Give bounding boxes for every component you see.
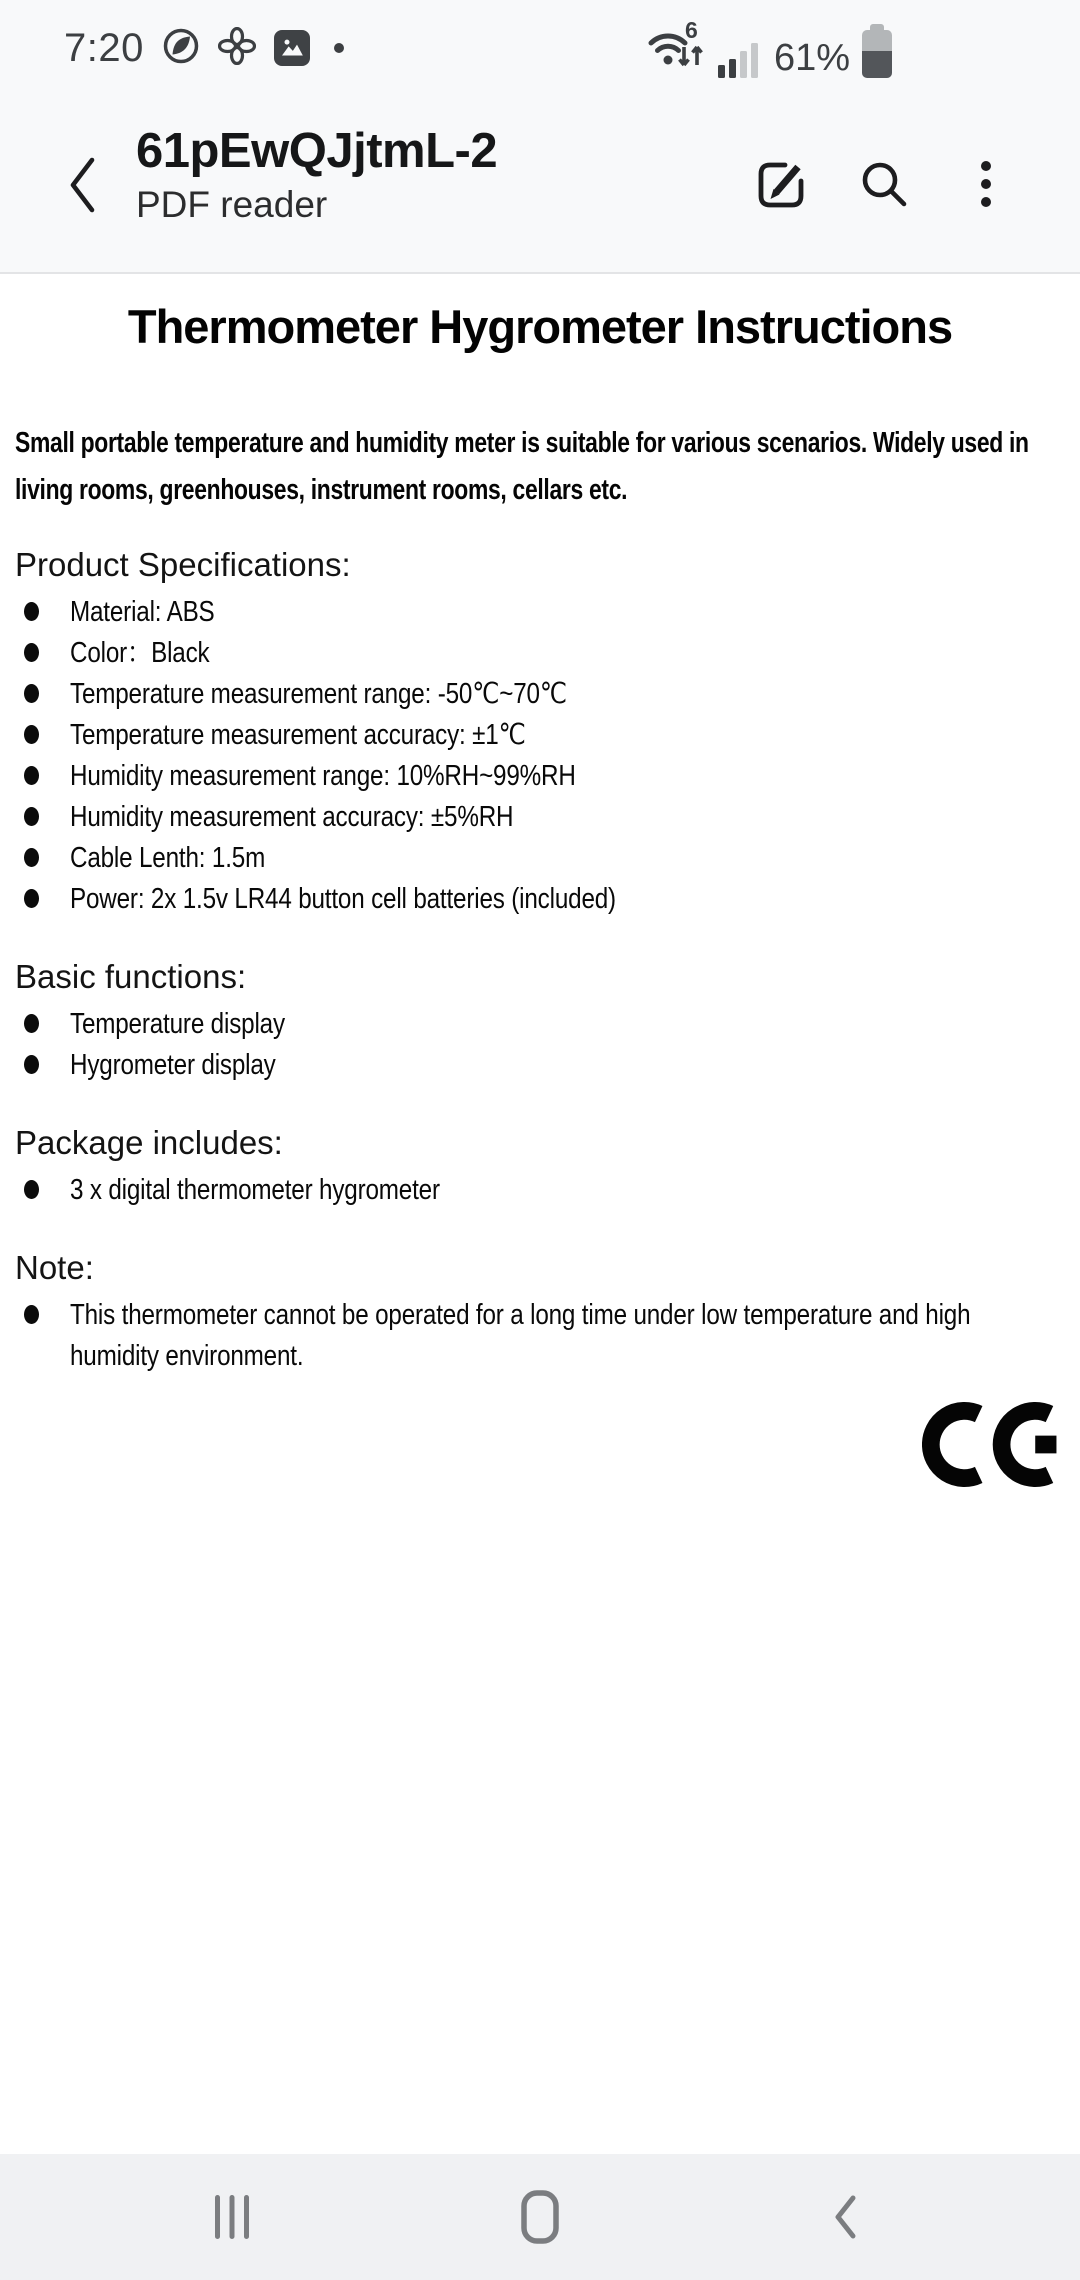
- battery-icon: [862, 24, 892, 78]
- recents-button[interactable]: [172, 2154, 292, 2280]
- spec-item: Humidity measurement range: 10%RH~99%RH: [70, 760, 576, 792]
- list-item: [0, 592, 1080, 633]
- signal-bars-icon: [718, 42, 758, 78]
- file-title: 61pEwQJjtmL-2: [136, 124, 498, 178]
- section-heading: Basic functions:: [15, 958, 247, 995]
- search-button[interactable]: [856, 156, 912, 212]
- status-right: [644, 0, 892, 96]
- package-list: [0, 1170, 1080, 1211]
- ce-mark-logo: [922, 1401, 1060, 1493]
- note-list: [0, 1295, 1080, 1377]
- bullet-dot: [24, 725, 39, 744]
- list-item: [0, 1004, 1080, 1045]
- edit-button[interactable]: [754, 156, 810, 212]
- note-item: This thermometer cannot be operated for a long time under low temperature and high humidity environment.: [70, 1299, 971, 1372]
- bullet-dot: [24, 807, 39, 826]
- bullet-dot: [24, 1055, 39, 1074]
- status-bar: [0, 0, 1080, 96]
- list-item: [0, 838, 1080, 879]
- kebab-menu-icon: [979, 156, 993, 212]
- pdf-page[interactable]: [0, 276, 1080, 2152]
- search-icon: [857, 157, 911, 211]
- list-item: [0, 797, 1080, 838]
- functions-list: [0, 1004, 1080, 1086]
- back-chevron-icon: [64, 153, 100, 217]
- section-heading: Note:: [15, 1249, 94, 1286]
- list-item: [0, 633, 1080, 674]
- bullet-dot: [24, 889, 39, 908]
- status-left: [0, 26, 344, 71]
- spec-item: Temperature measurement range: -50℃~70℃: [70, 678, 567, 710]
- more-notifications-dot: [334, 43, 344, 53]
- bullet-dot: [24, 684, 39, 703]
- bullet-dot: [24, 848, 39, 867]
- leaf-icon: [162, 27, 200, 70]
- header-actions: [754, 96, 1014, 272]
- navigation-bar: [0, 2154, 1080, 2280]
- list-item: [0, 1045, 1080, 1086]
- list-item: [0, 1170, 1080, 1211]
- section-basic-functions: [0, 956, 1080, 1086]
- function-item: Temperature display: [70, 1008, 285, 1040]
- back-button[interactable]: [60, 152, 104, 218]
- bullet-dot: [24, 766, 39, 785]
- list-item: [0, 756, 1080, 797]
- section-heading: Product Specifications:: [15, 546, 351, 583]
- list-item: [0, 715, 1080, 756]
- bullet-dot: [24, 1180, 39, 1199]
- header-titles: [136, 122, 497, 228]
- intro-paragraph: Small portable temperature and humidity meter is suitable for various scenarios. Widely used in living rooms, greenhouses, instrument rooms, cellars etc.: [15, 427, 1029, 506]
- app-name: PDF reader: [136, 184, 328, 225]
- fan-icon: [218, 27, 256, 70]
- more-options-button[interactable]: [958, 156, 1014, 212]
- bullet-dot: [24, 1305, 39, 1324]
- section-product-specifications: [0, 544, 1080, 920]
- bullet-dot: [24, 1014, 39, 1033]
- battery-percent: 61%: [773, 37, 850, 79]
- app-header: [0, 96, 1080, 272]
- list-item: [0, 879, 1080, 920]
- list-item: [0, 674, 1080, 715]
- bullet-dot: [24, 602, 39, 621]
- list-item: [0, 1295, 1080, 1377]
- wifi6-icon: [644, 19, 706, 78]
- nav-back-button[interactable]: [785, 2154, 905, 2280]
- section-heading: Package includes:: [15, 1124, 283, 1161]
- top-bars: [0, 0, 1080, 274]
- spec-list: [0, 592, 1080, 920]
- section-note: [0, 1247, 1080, 1377]
- edit-icon: [754, 156, 810, 212]
- home-icon: [521, 2190, 559, 2244]
- spec-item: Cable Lenth: 1.5m: [70, 842, 266, 874]
- home-button[interactable]: [480, 2154, 600, 2280]
- section-package-includes: [0, 1122, 1080, 1211]
- spec-item: Power: 2x 1.5v LR44 button cell batteries (included): [70, 883, 616, 915]
- function-item: Hygrometer display: [70, 1049, 276, 1081]
- spec-item: Color：Black: [70, 637, 210, 669]
- gallery-icon: [274, 30, 310, 66]
- document-title: Thermometer Hygrometer Instructions: [127, 300, 953, 353]
- recents-icon: [215, 2195, 249, 2239]
- nav-back-chevron-icon: [832, 2194, 858, 2240]
- spec-item: Humidity measurement accuracy: ±5%RH: [70, 801, 514, 833]
- svg-text:6: 6: [684, 19, 698, 43]
- clock: 7:20: [64, 25, 144, 70]
- spec-item: Temperature measurement accuracy: ±1℃: [70, 719, 526, 751]
- bullet-dot: [24, 643, 39, 662]
- spec-item: Material: ABS: [70, 596, 215, 628]
- package-item: 3 x digital thermometer hygrometer: [70, 1174, 440, 1206]
